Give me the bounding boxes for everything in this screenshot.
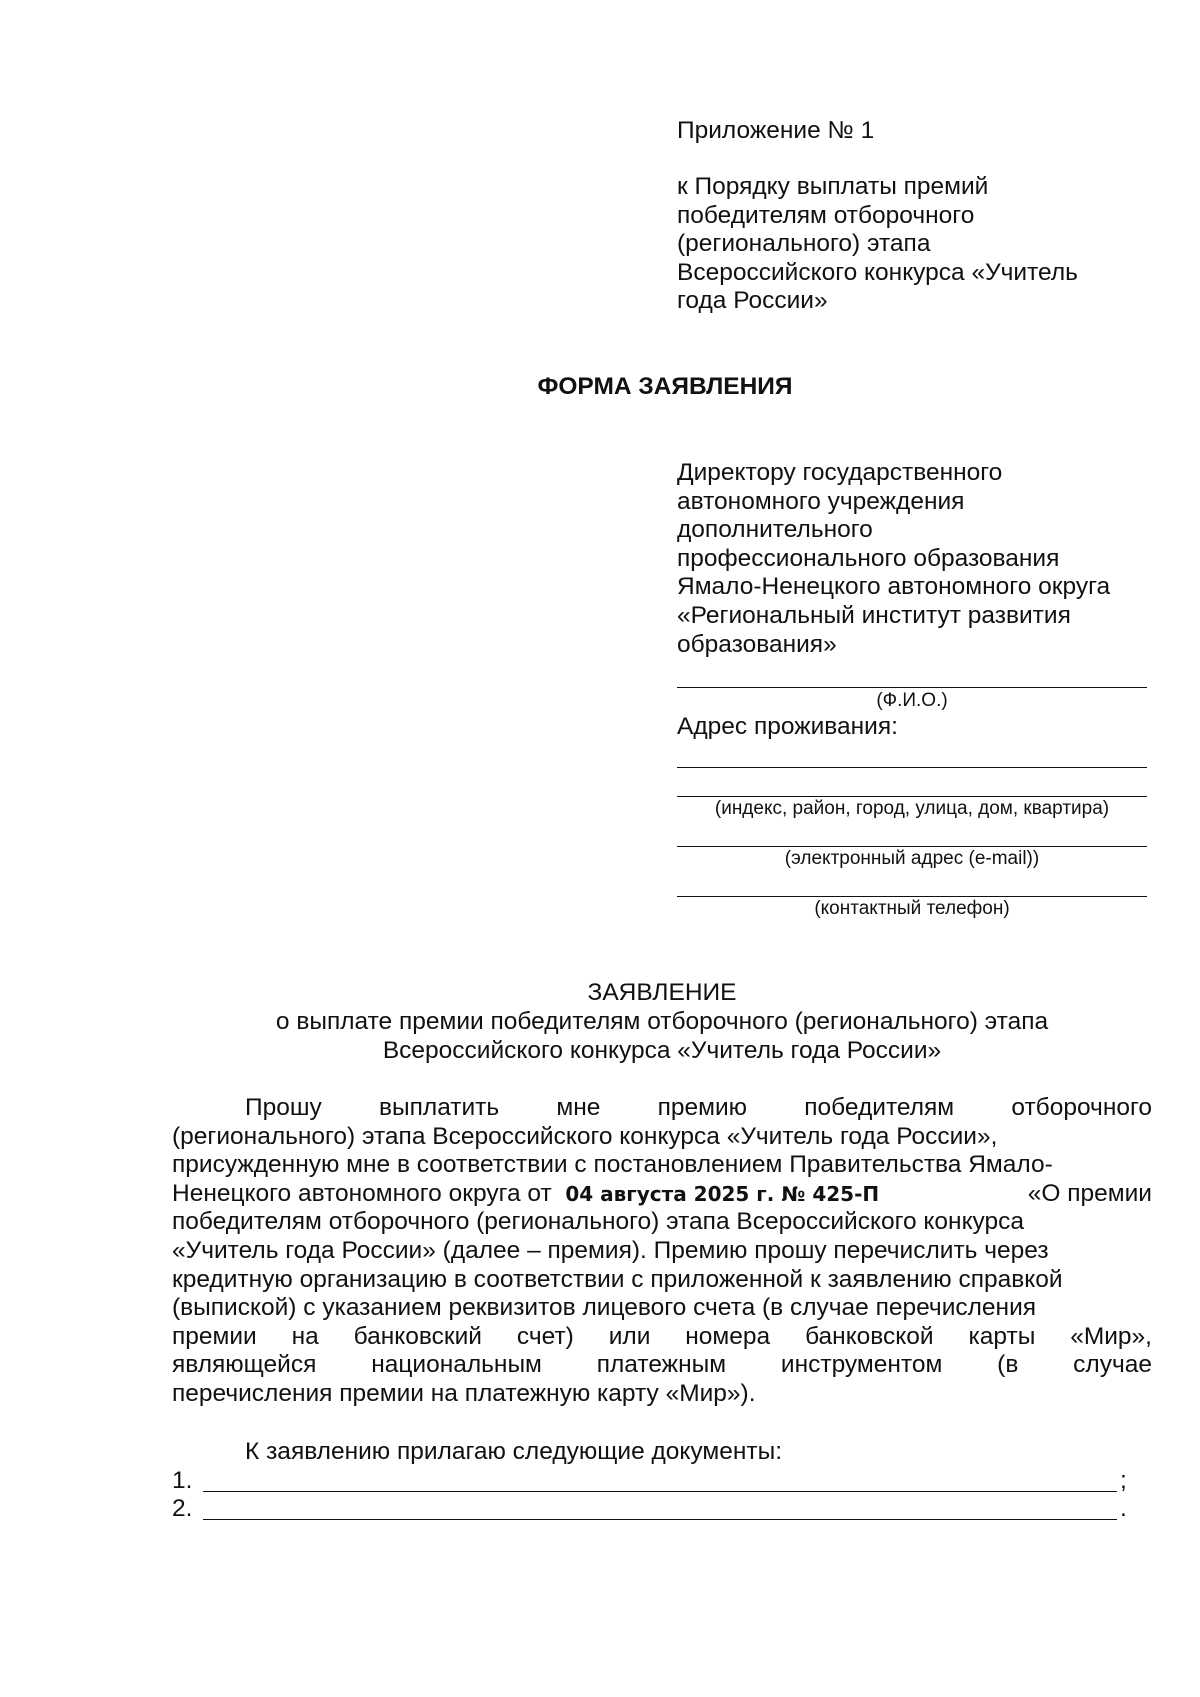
email-field-line[interactable] [677,846,1147,847]
body-line [172,1094,1152,1123]
body-line: присужденную мне в соответствии с постановлением Правительства Ямало- [172,1151,1053,1179]
body-line: (выпиской) с указанием реквизитов лицевого счета (в случае перечисления [172,1294,1037,1322]
body-line [172,1180,1152,1209]
appendix-reference-line: года России» [677,287,828,315]
addressee-line: образования» [677,630,837,658]
body-text: Ненецкого автономного округа от [172,1179,552,1207]
attachment-row-1 [172,1467,1162,1495]
body-word: на [291,1322,319,1350]
body-word: (в [997,1351,1019,1379]
fio-caption: (Ф.И.О.) [876,690,948,711]
appendix-reference-line: победителям отборочного [677,201,975,229]
attachment-field-line[interactable] [203,1491,1117,1492]
body-text: «О премии [1027,1179,1152,1207]
body-word: платежным [596,1351,727,1379]
body-word: счет) [516,1322,574,1350]
body-word: премию [657,1094,748,1121]
body-word: «Мир», [1070,1322,1152,1350]
body-line: (регионального) этапа Всероссийского конкурса «Учитель года России», [172,1122,998,1150]
body-word: мне [556,1094,601,1121]
attachment-number: 1. [172,1467,193,1494]
attachment-end-punct: . [1120,1495,1127,1522]
body-word: отборочного [1011,1094,1152,1121]
form-title: ФОРМА ЗАЯВЛЕНИЯ [537,373,793,400]
decree-reference: 04 августа 2025 г. № 425-П [565,1181,880,1206]
attachment-number: 2. [172,1495,193,1522]
email-caption: (электронный адрес (e-mail)) [784,848,1040,869]
statement-subtitle: о выплате премии победителям отборочного (регионального) этапа [275,1008,1049,1035]
appendix-reference-line: (регионального) этапа [677,230,931,258]
body-word: национальным [371,1351,542,1379]
addressee-line: дополнительного [677,516,873,544]
body-word: случае [1073,1351,1152,1379]
body-word: карты [968,1322,1036,1350]
body-word: или [608,1322,651,1350]
address-caption: (индекс, район, город, улица, дом, квартира) [714,798,1110,819]
body-word: банковской [805,1322,934,1350]
body-word: банковский [353,1322,482,1350]
body-line: кредитную организацию в соответствии с приложенной к заявлению справкой [172,1265,1063,1293]
addressee-line: профессионального образования [677,544,1060,572]
fio-field-line[interactable] [677,687,1147,688]
statement-body [172,1094,1152,1409]
addressee-block [677,459,1157,659]
addressee-line: автономного учреждения [677,487,965,515]
address-label: Адрес проживания: [677,713,898,740]
body-word: победителям [804,1094,955,1121]
body-line [172,1351,1152,1380]
statement-subtitle: Всероссийского конкурса «Учитель года России» [382,1037,942,1064]
body-line: победителям отборочного (регионального) этапа Всероссийского конкурса [172,1208,1025,1236]
attachments-intro: К заявлению прилагаю следующие документы: [245,1438,783,1465]
body-line: перечисления премии на платежную карту «Мир»). [172,1379,756,1407]
phone-caption: (контактный телефон) [814,898,1010,919]
attachment-field-line[interactable] [203,1519,1117,1520]
statement-title: ЗАЯВЛЕНИЕ [587,979,737,1006]
address-field-line-2[interactable] [677,796,1147,797]
appendix-reference-line: к Порядку выплаты премий [677,173,989,200]
body-word: премии [172,1322,257,1350]
body-line-start [172,1180,879,1209]
addressee-line: Ямало-Ненецкого автономного округа [677,573,1111,601]
body-word: являющейся [172,1351,317,1379]
attachment-end-punct: ; [1120,1467,1127,1494]
body-line [172,1323,1152,1352]
addressee-line: Директору государственного [677,459,1003,486]
address-field-line-1[interactable] [677,767,1147,768]
attachment-row-2 [172,1495,1162,1523]
body-word: Прошу [245,1094,322,1121]
phone-field-line[interactable] [677,896,1147,897]
appendix-reference-line: Всероссийского конкурса «Учитель [677,258,1078,286]
addressee-line: «Региональный институт развития [677,601,1071,629]
body-line: «Учитель года России» (далее – премия). Премию прошу перечислить через [172,1236,1049,1264]
appendix-number: Приложение № 1 [677,117,875,144]
body-word: номера [685,1322,771,1350]
body-word: выплатить [379,1094,500,1121]
appendix-reference [677,173,1157,316]
body-word: инструментом [780,1351,943,1379]
